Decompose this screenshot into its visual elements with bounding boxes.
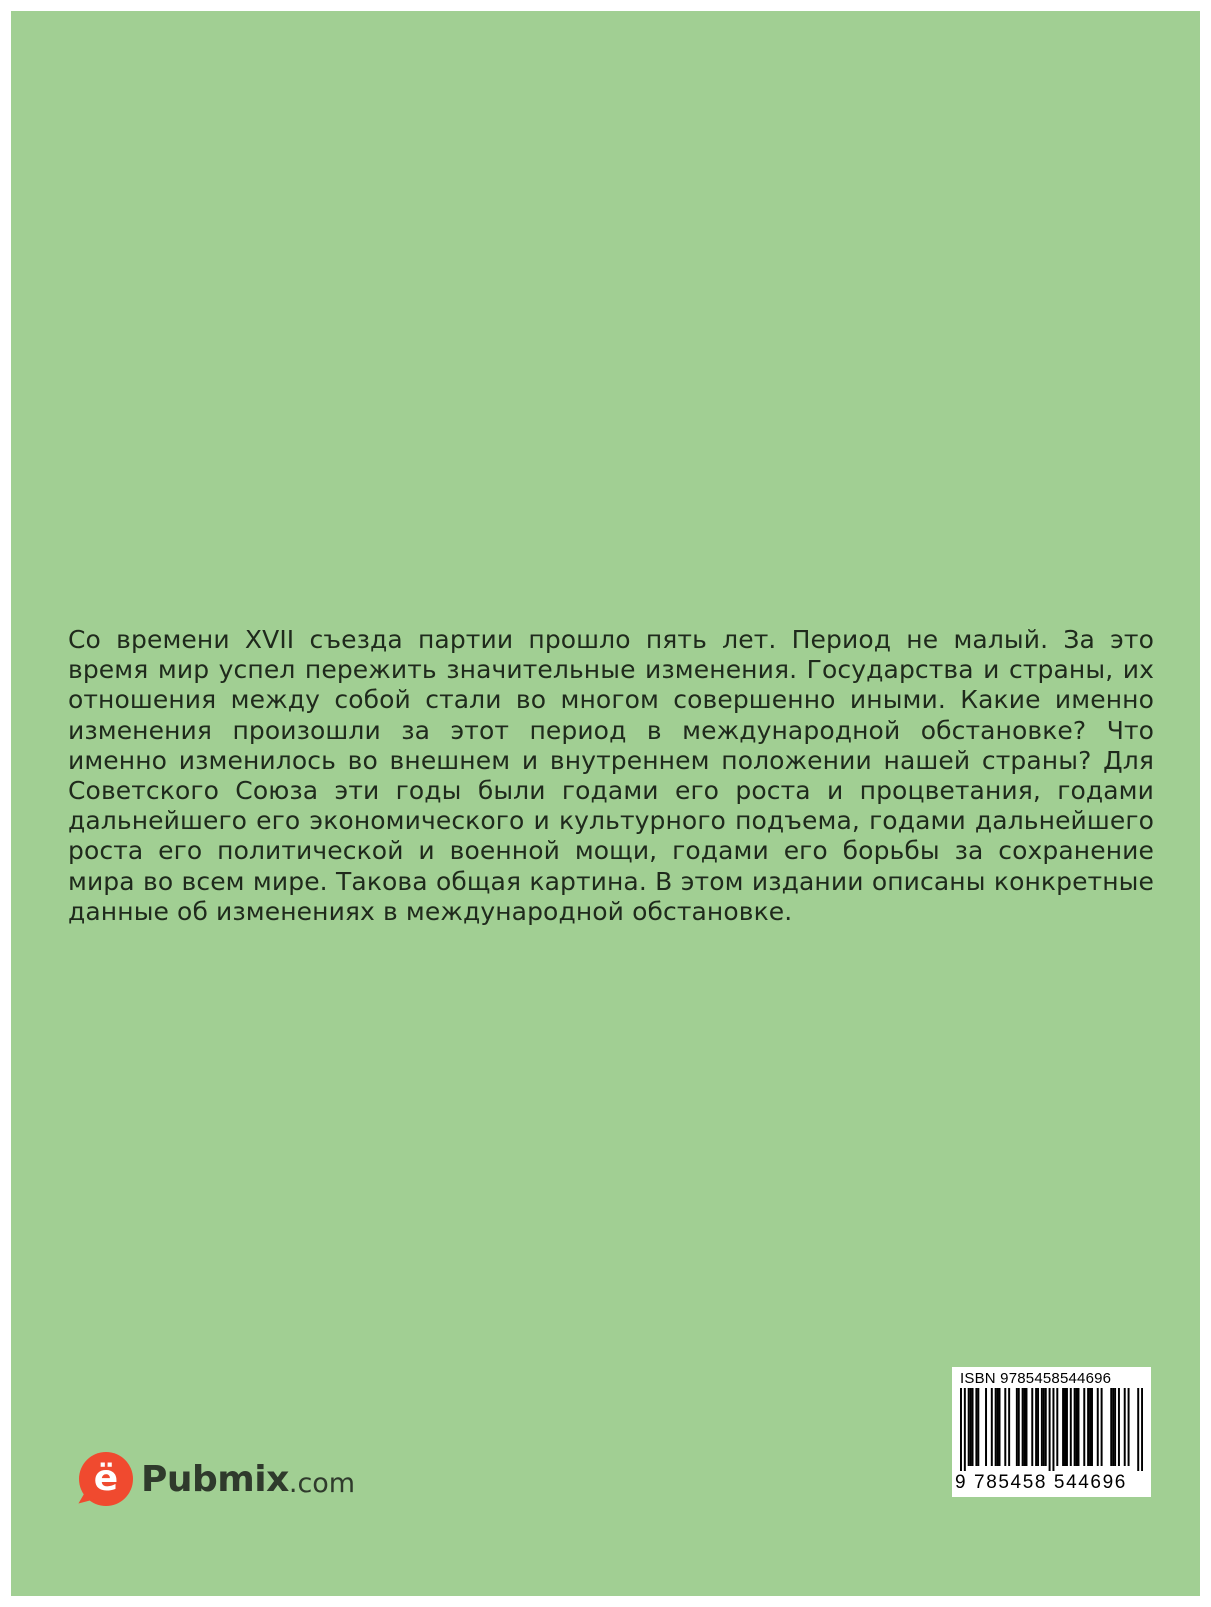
barcode-bar <box>1076 1388 1078 1466</box>
back-cover <box>11 11 1200 1596</box>
isbn-label: ISBN 9785458544696 <box>960 1370 1112 1387</box>
barcode-bar <box>1004 1388 1006 1466</box>
barcode-bar <box>1043 1388 1045 1466</box>
barcode-bar <box>1074 1388 1076 1466</box>
barcode-bar <box>985 1388 987 1466</box>
barcode-bar <box>968 1388 970 1466</box>
barcode-bar <box>1114 1388 1116 1466</box>
barcode-bar <box>1008 1388 1010 1466</box>
barcode-bar <box>1089 1388 1091 1466</box>
barcode-bar <box>1062 1388 1064 1466</box>
publisher-logo-badge-icon <box>79 1452 133 1506</box>
barcode-bar <box>1083 1388 1085 1466</box>
barcode-bar <box>1035 1388 1037 1466</box>
barcode-bar <box>977 1388 979 1466</box>
barcode-bar <box>1070 1388 1072 1466</box>
barcode-bar <box>991 1388 993 1466</box>
barcode-bar <box>1128 1388 1130 1466</box>
barcode-bar <box>1066 1388 1068 1466</box>
barcode-bar <box>1049 1388 1051 1471</box>
barcode-bar <box>1091 1388 1093 1466</box>
barcode-bar <box>1064 1388 1066 1466</box>
barcode-bar <box>1097 1388 1099 1466</box>
barcode-bar <box>1118 1388 1120 1466</box>
book-description: Со времени XVII съезда партии прошло пять лет. Период не малый. За это время мир успел пережить значительные изменения. Государства и страны, их отношения между собой стали во многом совершенно иными. Какие именно изменения произошли за этот период в международной обстановке? Что именно изменилось во внешнем и внутреннем положении нашей страны? Для Советского Союза эти годы были годами его роста и процветания, годами дальнейшего его экономического и культурного подъема, годами дальнейшего роста его политической и военной мощи, годами его борьбы за сохранение мира во всем мире. Такова общая картина. В этом издании описаны конкретные данные об изменениях в международной обстановке. <box>68 625 1154 926</box>
barcode-bar <box>995 1388 997 1466</box>
barcode-bar <box>1110 1388 1112 1466</box>
publisher-domain: .com <box>288 1467 356 1499</box>
barcode-bar <box>972 1388 974 1466</box>
barcode-bar <box>970 1388 972 1466</box>
publisher-logo <box>79 1451 355 1507</box>
barcode-bar <box>999 1388 1001 1466</box>
barcode-bar <box>1016 1388 1018 1466</box>
publisher-name: Pubmix <box>141 1458 289 1500</box>
barcode-bar <box>1137 1388 1139 1471</box>
barcode-bar <box>1112 1388 1114 1466</box>
barcode-bar <box>964 1388 966 1471</box>
barcode-bar <box>1078 1388 1080 1466</box>
barcode-bar <box>1045 1388 1047 1466</box>
barcode-bar <box>1022 1388 1024 1466</box>
barcode-bar <box>1018 1388 1020 1466</box>
barcode-bar <box>1024 1388 1026 1466</box>
isbn-barcode-box <box>952 1367 1151 1497</box>
barcode-bar <box>997 1388 999 1466</box>
barcode-bar <box>1101 1388 1103 1466</box>
barcode-bar <box>1037 1388 1039 1466</box>
barcode-bar <box>1141 1388 1143 1471</box>
barcode-icon <box>960 1388 1143 1471</box>
isbn-digits: 9 785458 544696 <box>955 1472 1127 1493</box>
barcode-bar <box>960 1388 962 1471</box>
logo-badge-letter: ё <box>93 1458 119 1499</box>
barcode-bar <box>1025 1388 1027 1466</box>
barcode-bar <box>975 1388 977 1466</box>
barcode-bar <box>1087 1388 1089 1466</box>
barcode-bar <box>1041 1388 1043 1466</box>
barcode-bar <box>1031 1388 1033 1466</box>
barcode-bar <box>1124 1388 1126 1466</box>
barcode-bar <box>1056 1388 1058 1466</box>
barcode-bar <box>1052 1388 1054 1471</box>
